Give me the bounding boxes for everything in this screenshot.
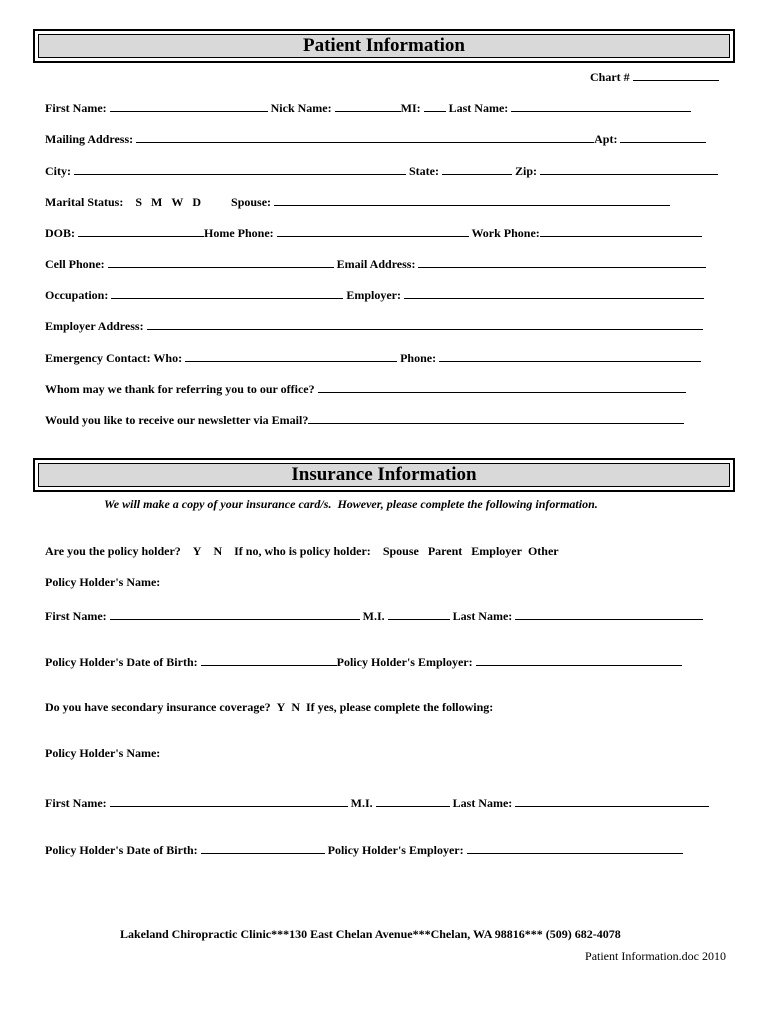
referral-field[interactable] <box>318 380 686 393</box>
patient-info-header <box>33 29 735 63</box>
spouse-label: Spouse: <box>231 195 272 209</box>
employer-label: Employer: <box>346 288 401 302</box>
secondary-no[interactable]: N <box>291 700 300 714</box>
secondary-employer-field[interactable] <box>467 841 683 854</box>
policy-holder-no[interactable]: N <box>213 544 223 558</box>
occupation-field[interactable] <box>111 286 343 299</box>
spouse-field[interactable] <box>274 193 670 206</box>
occupation-row <box>45 286 704 303</box>
newsletter-field[interactable] <box>308 411 684 424</box>
holder-option-spouse[interactable]: Spouse <box>382 544 419 558</box>
state-label: State: <box>409 164 439 178</box>
zip-field[interactable] <box>540 162 718 175</box>
holder-employer-field[interactable] <box>476 653 682 666</box>
marital-status-label: Marital Status: <box>45 195 124 209</box>
secondary-holder-name-heading: Policy Holder's Name: <box>45 746 161 760</box>
city-label: City: <box>45 164 71 178</box>
mi-label: MI: <box>400 101 421 115</box>
name-row <box>45 99 691 116</box>
cell-phone-label: Cell Phone: <box>45 257 105 271</box>
holder-option-employer[interactable]: Employer <box>471 544 522 558</box>
nick-name-field[interactable] <box>335 99 401 112</box>
secondary-dob-field[interactable] <box>201 841 325 854</box>
chart-number-field[interactable] <box>633 68 719 81</box>
marital-option-w[interactable]: W <box>171 195 184 209</box>
secondary-dob-label: Policy Holder's Date of Birth: <box>45 843 198 857</box>
mailing-address-label: Mailing Address: <box>45 132 134 146</box>
occupation-label: Occupation: <box>45 288 109 302</box>
holder-mi-field[interactable] <box>388 607 450 620</box>
home-phone-label: Home Phone: <box>204 226 274 240</box>
holder-dob-row <box>45 653 682 670</box>
insurance-info-title: Insurance Information <box>291 464 477 485</box>
apt-field[interactable] <box>620 130 706 143</box>
work-phone-label: Work Phone: <box>471 226 540 240</box>
secondary-question: Do you have secondary insurance coverage? <box>45 700 271 714</box>
last-name-field[interactable] <box>511 99 691 112</box>
address-row <box>45 130 706 147</box>
holder-employer-label: Policy Holder's Employer: <box>336 655 473 669</box>
city-row <box>45 162 718 179</box>
policy-holder-row <box>45 544 559 559</box>
newsletter-row <box>45 411 684 428</box>
emergency-row <box>45 349 701 366</box>
secondary-name-row <box>45 794 709 811</box>
chart-number-row <box>590 68 719 85</box>
marital-option-d[interactable]: D <box>192 195 202 209</box>
if-no-label: If no, who is policy holder: <box>234 544 371 558</box>
home-phone-field[interactable] <box>277 224 469 237</box>
mailing-address-field[interactable] <box>136 130 594 143</box>
employer-address-field[interactable] <box>147 317 703 330</box>
holder-name-heading: Policy Holder's Name: <box>45 575 161 589</box>
holder-first-name-label: First Name: <box>45 609 107 623</box>
holder-last-name-label: Last Name: <box>452 609 513 623</box>
nick-name-label: Nick Name: <box>270 101 332 115</box>
employer-field[interactable] <box>404 286 704 299</box>
secondary-last-name-label: Last Name: <box>452 796 513 810</box>
emergency-phone-label: Phone: <box>400 351 437 365</box>
employer-address-label: Employer Address: <box>45 319 144 333</box>
first-name-label: First Name: <box>45 101 107 115</box>
emergency-contact-label: Emergency Contact: Who: <box>45 351 183 365</box>
chart-number-label: Chart # <box>590 70 630 84</box>
secondary-yes[interactable]: Y <box>276 700 286 714</box>
holder-dob-label: Policy Holder's Date of Birth: <box>45 655 198 669</box>
secondary-dob-row <box>45 841 683 858</box>
holder-dob-field[interactable] <box>201 653 337 666</box>
if-yes-label: If yes, please complete the following: <box>306 700 494 714</box>
zip-label: Zip: <box>515 164 538 178</box>
first-name-field[interactable] <box>110 99 268 112</box>
secondary-first-name-label: First Name: <box>45 796 107 810</box>
emergency-contact-field[interactable] <box>185 349 397 362</box>
marital-option-s[interactable]: S <box>135 195 143 209</box>
holder-last-name-field[interactable] <box>515 607 703 620</box>
city-field[interactable] <box>74 162 406 175</box>
secondary-row <box>45 700 493 715</box>
cell-phone-field[interactable] <box>108 255 334 268</box>
work-phone-field[interactable] <box>540 224 702 237</box>
policy-holder-question: Are you the policy holder? <box>45 544 181 558</box>
last-name-label: Last Name: <box>448 101 509 115</box>
state-field[interactable] <box>442 162 512 175</box>
secondary-mi-field[interactable] <box>376 794 450 807</box>
insurance-note: We will make a copy of your insurance card/s. However, please complete the following information. <box>104 497 598 511</box>
emergency-phone-field[interactable] <box>439 349 701 362</box>
clinic-address-footer: Lakeland Chiropractic Clinic***130 East Chelan Avenue***Chelan, WA 98816*** (509) 682-4078 <box>120 927 621 941</box>
newsletter-label: Would you like to receive our newsletter via Email? <box>45 413 309 427</box>
holder-first-name-field[interactable] <box>110 607 360 620</box>
dob-field[interactable] <box>78 224 204 237</box>
policy-holder-yes[interactable]: Y <box>192 544 202 558</box>
secondary-mi-label: M.I. <box>350 796 373 810</box>
apt-label: Apt: <box>594 132 618 146</box>
email-address-field[interactable] <box>418 255 706 268</box>
referral-row <box>45 380 686 397</box>
secondary-employer-label: Policy Holder's Employer: <box>327 843 464 857</box>
employer-address-row <box>45 317 703 334</box>
holder-option-parent[interactable]: Parent <box>427 544 463 558</box>
cell-row <box>45 255 706 272</box>
dob-label: DOB: <box>45 226 75 240</box>
insurance-info-header-band <box>38 463 730 487</box>
mi-field[interactable] <box>424 99 446 112</box>
insurance-info-header <box>33 458 735 492</box>
document-name: Patient Information.doc 2010 <box>585 949 726 963</box>
patient-info-header-band <box>38 34 730 58</box>
referral-label: Whom may we thank for referring you to our office? <box>45 382 315 396</box>
secondary-last-name-field[interactable] <box>515 794 709 807</box>
patient-info-title: Patient Information <box>302 35 465 56</box>
secondary-first-name-field[interactable] <box>110 794 348 807</box>
email-address-label: Email Address: <box>336 257 416 271</box>
holder-name-row <box>45 607 703 624</box>
holder-option-other[interactable]: Other <box>527 544 559 558</box>
marital-option-m[interactable]: M <box>151 195 163 209</box>
phone-row <box>45 224 702 241</box>
marital-row <box>45 193 670 210</box>
holder-mi-label: M.I. <box>362 609 385 623</box>
